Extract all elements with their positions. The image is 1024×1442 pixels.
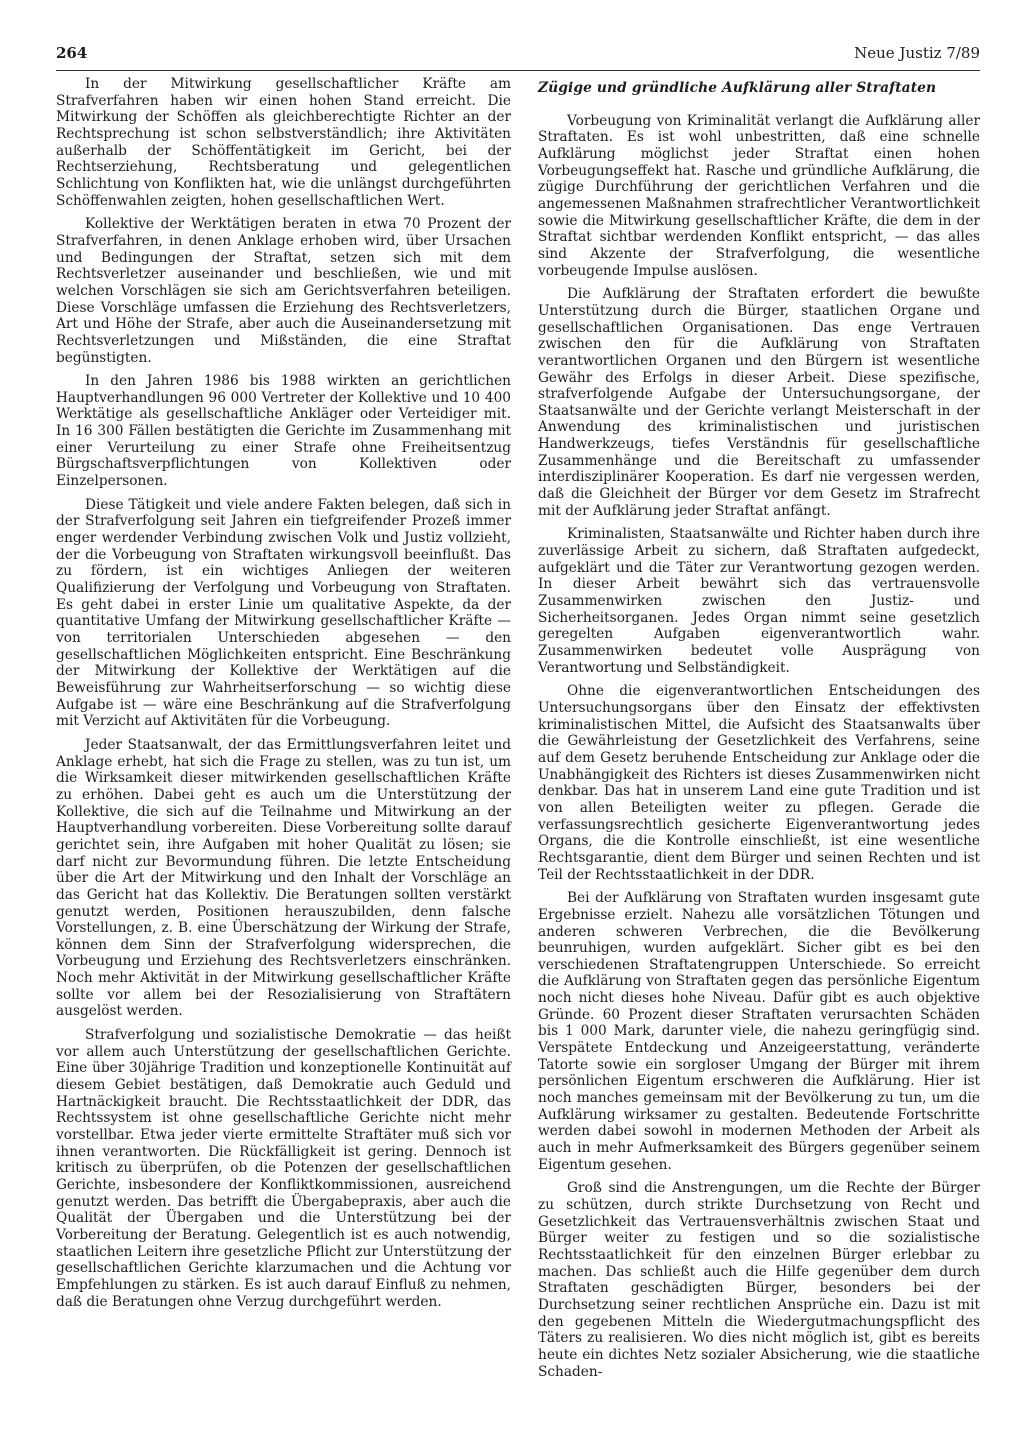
left-column (56, 76, 511, 1317)
body-paragraph: In der Mitwirkung gesellschaftlicher Kräfte am Strafverfahren haben wir einen hohen Stand erreicht. Die Mitwirkung der Schöffen als gleichberechtigte Richter an der Rechtsprechung ist schon selbstverständlich; ihre Aktivitäten außerhalb der Schöffentätigkeit im Gericht, bei der Rechtserziehung, Rechtsberatung und gelegentlichen Schlichtung von Konflikten hat, wie die unlängst durchgeführten Schöffenwahlen zeigten, hohen gesellschaftlichen Wert. (56, 76, 511, 209)
body-paragraph: Kriminalisten, Staatsanwälte und Richter haben durch ihre zuverlässige Arbeit zu sichern, daß Straftaten aufgedeckt, aufgeklärt und die Täter zur Verantwortung gezogen werden. In dieser Arbeit bewährt sich das vertrauensvolle Zusammenwirken zwischen den Justiz- und Sicherheitsorganen. Jedes Organ nimmt seine gesetzlich geregelten Aufgaben eigenverantwortlich wahr. Zusammenwirken bedeutet volle Ausprägung von Verantwortung und Selbständigkeit. (538, 526, 980, 676)
body-paragraph: Jeder Staatsanwalt, der das Ermittlungsverfahren leitet und Anklage erhebt, hat sich die Frage zu stellen, was zu tun ist, um die Wirksamkeit dieser mitwirkenden gesellschaftlichen Kräfte zu erhöhen. Dabei geht es auch um die Unterstützung der Kollektive, die sich auf die Teilnahme und Mitwirkung an der Hauptverhandlung vorbereiten. Diese Vorbereitung sollte darauf gerichtet sein, ihre Aufgaben mit hoher Qualität zu lösen; sie darf nicht zur Bevormundung führen. Die letzte Entscheidung über die Art der Mitwirkung und den Inhalt der Vorschläge an das Gericht hat das Kollektiv. Die Beratungen sollten verstärkt genutzt werden, Positionen herauszubilden, denn falsche Vorstellungen, z. B. eine Überschätzung der Wirkung der Strafe, können dem Sinn der Strafverfolgung widersprechen, die Vorbeugung und Erziehung des Rechtsverletzers einschränken. Noch mehr Aktivität in der Mitwirkung gesellschaftlicher Kräfte sollte vor allem bei der Resozialisierung von Straftätern ausgelöst werden. (56, 736, 511, 1020)
body-paragraph: Bei der Aufklärung von Straftaten wurden insgesamt gute Ergebnisse erzielt. Nahezu alle vorsätzlichen Tötungen und anderen schweren Verbrechen, die die Bevölkerung beunruhigen, wurden aufgeklärt. Sicher gibt es bei den verschiedenen Straftatengruppen Unterschiede. So erreicht die Aufklärung von Straftaten gegen das persönliche Eigentum noch nicht dieses hohe Niveau. Dafür gibt es auch objektive Gründe. 60 Prozent dieser Straftaten verursachten Schäden bis 1 000 Mark, darunter viele, die nahezu geringfügig sind. Verspätete Entdeckung und Anzeigeerstattung, veränderte Tatorte sowie ein sorgloser Umgang der Bürger mit ihrem persönlichen Eigentum erschweren die Aufklärung. Hier ist noch manches gemeinsam mit der Bevölkerung zu tun, um die Aufklärung wirksamer zu gestalten. Bedeutende Fortschritte werden dabei sowohl in modernen Methoden der Arbeit als auch in mehr Aufmerksamkeit des Bürgers gegenüber seinem Eigentum gesehen. (538, 890, 980, 1173)
body-paragraph: Diese Tätigkeit und viele andere Fakten belegen, daß sich in der Strafverfolgung seit Jahren ein tiefgreifender Prozeß immer enger werdender Verbindung zwischen Volk und Justiz vollzieht, der die Vorbeugung von Straftaten wirkungsvoll beeinflußt. Das zu fördern, ist ein wichtiges Anliegen der weiteren Qualifizierung der Verfolgung und Vorbeugung von Straftaten. Es geht dabei in erster Linie um qualitative Aspekte, da der quantitative Umfang der Mitwirkung gesellschaftlicher Kräfte — von territorialen Unterschieden abgesehen — den gesellschaftlichen Möglichkeiten entspricht. Eine Beschränkung der Mitwirkung der Kollektive der Werktätigen auf die Beweisführung zur Wahrheitserforschung — so wichtig diese Aufgabe ist — wäre eine Beschränkung auf die Strafverfolgung mit Verzicht auf Aktivitäten für die Vorbeugung. (56, 496, 511, 730)
body-paragraph: Strafverfolgung und sozialistische Demokratie — das heißt vor allem auch Unterstützung der gesellschaftlichen Gerichte. Eine über 30jährige Tradition und konzeptionelle Kontinuität auf diesem Gebiet bestätigen, daß Demokratie auch Geduld und Hartnäckigkeit braucht. Die Rechtsstaatlichkeit der DDR, das Rechtssystem ist ohne gesellschaftliche Gerichte nicht mehr vorstellbar. Etwa jeder vierte ermittelte Straftäter muß sich vor ihnen verantworten. Die Rückfälligkeit ist gering. Dennoch ist kritisch zu überprüfen, ob die Potenzen der gesellschaftlichen Gerichte, insbesondere der Konfliktkommissionen, ausreichend genutzt werden. Das betrifft die Übergabepraxis, aber auch die Qualität der Übergaben und die Unterstützung bei der Vorbereitung der Beratung. Gelegentlich ist es auch notwendig, staatlichen Leitern ihre gesetzliche Pflicht zur Unterstützung der gesellschaftlichen Gerichte klarzumachen und die Achtung vor Empfehlungen zu stärken. Es ist auch darauf Einfluß zu nehmen, daß die Beratungen ohne Verzug durchgeführt werden. (56, 1027, 511, 1310)
body-paragraph: Groß sind die Anstrengungen, um die Rechte der Bürger zu schützen, durch strikte Durchsetzung von Recht und Gesetzlichkeit das Vertrauensverhältnis zwischen Staat und Bürger weiter zu festigen und so die sozialistische Rechtsstaatlichkeit für den einzelnen Bürger erlebbar zu machen. Das schließt auch die Hilfe gegenüber dem durch Straftaten geschädigten Bürger, besonders bei der Durchsetzung seiner rechtlichen Ansprüche ein. Dazu ist mit den gegebenen Mitteln die Wiedergutmachungspflicht des Täters zu realisieren. Wo dies nicht möglich ist, gibt es bereits heute ein dichtes Netz sozialer Absicherung, wie die staatliche Schaden- (538, 1180, 980, 1380)
right-column (538, 76, 980, 1387)
body-paragraph: Kollektive der Werktätigen beraten in etwa 70 Prozent der Strafverfahren, in denen Anklage erhoben wird, über Ursachen und Bedingungen der Straftat, setzen sich mit dem Rechtsverletzer auseinander und beschließen, wie und mit welchen Vorschlägen sie sich am Gerichtsverfahren beteiligen. Diese Vorschläge umfassen die Erziehung des Rechtsverletzers, Art und Höhe der Strafe, aber auch die Auseinandersetzung mit Rechtsverletzungen und Mißständen, die eine Straftat begünstigten. (56, 216, 511, 366)
page-header (56, 44, 980, 71)
journal-title: Neue Justiz 7/89 (854, 44, 980, 62)
body-paragraph: Vorbeugung von Kriminalität verlangt die Aufklärung aller Straftaten. Es ist wohl unbestritten, daß eine schnelle Aufklärung möglichst jeder Straftat einen hohen Vorbeugungseffekt hat. Rasche und gründliche Aufklärung, die zügige Durchführung der gerichtlichen Verfahren und die angemessenen Maßnahmen strafrechtlicher Verantwortlichkeit sowie die Mitwirkung gesellschaftlicher Kräfte, die dem in der Straftat sichtbar werdenden Konflikt entspricht, — das alles sind Akzente der Strafverfolgung, die wesentliche vorbeugende Impulse auslösen. (538, 112, 980, 279)
body-paragraph: Ohne die eigenverantwortlichen Entscheidungen des Untersuchungsorgans über den Einsatz der effektivsten kriminalistischen Mittel, die Aufsicht des Staatsanwalts über die Gewährleistung der Gesetzlichkeit des Verfahrens, seine auf dem Gesetz beruhende Entscheidung zur Anklage oder die Unabhängigkeit des Richters ist dieses Zusammenwirken nicht denkbar. Das hat in unserem Land eine gute Tradition und ist von allen Beteiligten weiter zu pflegen. Gerade die verfassungsrechtlich gesicherte Eigenverantwortung jedes Organs, die die Kontrolle einschließt, ist eine wesentliche Rechtsgarantie, dient dem Bürger und seinen Rechten und ist Teil der Rechtsstaatlichkeit in der DDR. (538, 683, 980, 883)
body-paragraph: Die Aufklärung der Straftaten erfordert die bewußte Unterstützung durch die Bürger, staatlichen Organe und gesellschaftlichen Organisationen. Das enge Vertrauen zwischen den für die Aufklärung von Straftaten verantwortlichen Organen und den Bürgern ist wesentliche Gewähr des Erfolgs in dieser Arbeit. Diese spezifische, strafverfolgende Aufgabe der Untersuchungsorgane, der Staatsanwälte und der Gerichte verlangt Meisterschaft in der Anwendung des kriminalistischen und juristischen Handwerkzeugs, tiefes Verständnis für gesellschaftliche Zusammenhänge und die Bereitschaft zu umfassender interdisziplinärer Kooperation. Es darf nie vergessen werden, daß die Gleichheit der Bürger vor dem Gesetz im Strafrecht mit der Aufklärung jeder Straftat anfängt. (538, 286, 980, 519)
section-heading: Zügige und gründliche Aufklärung aller Straftaten (538, 80, 937, 96)
page-number: 264 (56, 44, 88, 62)
body-paragraph: In den Jahren 1986 bis 1988 wirkten an gerichtlichen Hauptverhandlungen 96 000 Vertreter der Kollektive und 10 400 Werktätige als gesellschaftliche Ankläger oder Verteidiger mit. In 16 300 Fällen bestätigten die Gerichte im Zusammenhang mit einer Verurteilung zu einer Strafe ohne Freiheitsentzug Bürgschaftsverpflichtungen von Kollektiven oder Einzelpersonen. (56, 373, 511, 490)
